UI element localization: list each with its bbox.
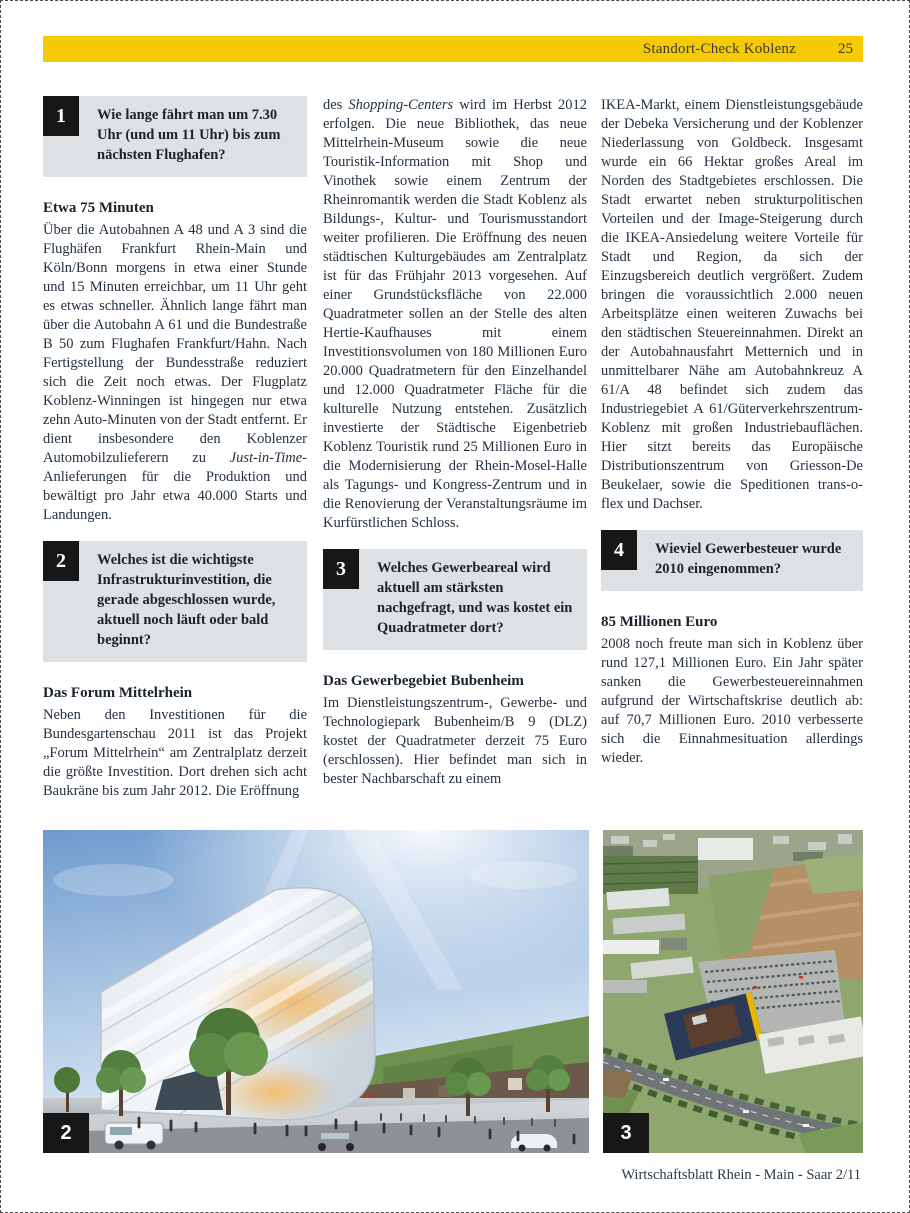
question-text-4: Wieviel Gewerbesteuer wurde 2010 eingenommen? [655,541,842,577]
answer-heading-gewerbesteuer: 85 Millionen Euro [601,614,718,630]
footer-imprint: Wirtschaftsblatt Rhein - Main - Saar 2/11 [621,1167,861,1183]
spacer [43,662,307,684]
aerial-illustration [603,830,863,1153]
answer-paragraph-airport [43,221,307,525]
question-text-3: Welches Gewerbeareal wird aktuell am stärksten nachgefragt, und was kostet ein Quadratmeter dort? [377,560,573,636]
zentralplatz-rest: wird im Herbst 2012 erfolgen. Die neue Bibliothek, das neue Mittelrhein-Museum sowie die neue Touristik-Information mit Shop und Vinothek sowie einem Zentrum der Rheinromantik werden die Stadt Koblenz als Bildungs-, Kultur- und Tourismusstandort weiter profilieren. Die Eröffnung des neuen städtischen Kulturgebäudes am Zentralplatz ist für das Frühjahr 2013 vorgesehen. Auf einer Grundstücksfläche von 22.000 Quadratmeter sollen an der Stelle des alten Hertie-Kaufhauses mit einem Investitionsvolumen von 180 Millionen Euro 20.000 Quadratmetern für den Einzelhandel und 12.000 Quadratmeter Fläche für die kulturelle Nutzung entstehen. Zusätzlich investierte der Städtische Eigenbetrieb Koblenz Touristik rund 25 Millionen Euro in die Modernisierung der Rhein-Mosel-Halle als Tagungs- und Kongress-Zentrum und in die Renovierung der Veranstaltungsräume im Kurfürstlichen Schloss. [323,97,587,531]
answer-heading-bubenheim: Das Gewerbegebiet Bubenheim [323,673,524,689]
question-box-2 [43,541,307,662]
answer-paragraph-forum: Neben den Investitionen für die Bundesgartenschau 2011 ist das Projekt „Forum Mittelrhein“ am Zentralplatz derzeit die größte Investition. Dort drehen sich acht Baukräne bis zum Jahr 2012. Die Eröffnung [43,707,307,799]
question-text-2: Welches ist die wichtigste Infrastrukturinvestition, die gerade abgeschlossen wurde, aktuell noch läuft oder bald beginnt? [97,552,276,648]
header-title: Standort-Check Koblenz [642,40,796,57]
airport-text-italic: Just-in-Time [229,450,303,466]
question-number-3: 3 [323,549,359,589]
photo-label-2: 2 [43,1113,89,1153]
question-text-1: Wie lange fährt man um 7.30 Uhr (und um 11 Uhr) bis zum nächsten Flughafen? [97,107,281,163]
column-1 [43,96,307,801]
photo-forum-mittelrhein-rendering [43,830,589,1153]
answer-heading-forum: Das Forum Mittelrhein [43,685,193,701]
answer-heading-airport: Etwa 75 Minuten [43,200,154,216]
paragraph-ikea-areal: IKEA-Markt, einem Dienstleistungsgebäude der Debeka Versicherung und der Koblenzer Niederlassung von Goldbeck. Insgesamt wurde ein 66 Hektar großes Areal im Norden des Stadtgebietes erschlossen. Die Stadt erwartet neben strukturpolitischen Vorteilen und der Image-Steigerung durch die IKEA-Ansiedelung weitere Vorteile für Stadt und Region, da sich der Einzugsbereich deutlich vergrößert. Zudem bringen die voraussichtlich 2.000 neuen Arbeitsplätze einen weiteren Zuwachs bei den städtischen Steuereinnahmen. Direkt an der Autobahnausfahrt Metternich und in unmittelbarer Nähe am Autobahnkreuz A 61/A 48 befindet sich zudem das Industriegebiet A 61/Güterverkehrszentrum-Koblenz mit großen Industriebauflächen. Hier sitzt bereits das Europäische Distributionszentrum von Griesson-De Beukelaer, sowie die Speditionen trans-o-flex und Dachser. [601,97,863,512]
spacer [601,514,863,530]
photo-label-3: 3 [603,1113,649,1153]
question-box-3 [323,549,587,650]
spacer [601,591,863,613]
spacer [323,650,587,672]
spacer [43,525,307,541]
zentralplatz-lead: des [323,97,349,113]
spacer [323,533,587,549]
page-number: 25 [838,40,853,57]
airport-text-1: Über die Autobahnen A 48 und A 3 sind die Flughäfen Frankfurt Rhein-Main und Köln/Bonn morgens in etwa einer Stunde und 15 Minuten erreichbar, um 11 Uhr geht es etwas schneller. Ähnlich lange fährt man über die Autobahn A 61 und die Bundestraße B 50 zum Flughafen Frankfurt/Hahn. Nach Fertigstellung der Bundesstraße reduziert sich die Zeit noch etwas. Der Flugplatz Koblenz-Winningen ist hingegen nur etwa zehn Auto-Minuten von der Stadt entfernt. Er dient insbesondere den Koblenzer Automobilzulieferern zu [43,222,307,466]
zentralplatz-italic: Shopping-Centers [348,97,454,113]
airport-text-2: -Anlieferungen für die Produktion und bewältigt pro Jahr etwa 40.000 Starts und Landungen. [43,450,307,523]
question-box-1 [43,96,307,177]
forum-rendering-illustration [43,830,589,1153]
photo-aerial-gewerbegebiet [603,830,863,1153]
spacer [43,177,307,199]
question-number-4: 4 [601,530,637,570]
column-2 [323,96,587,789]
answer-paragraph-gewerbesteuer: 2008 noch freute man sich in Koblenz über rund 127,1 Millionen Euro. Ein Jahr später sanken die Gewerbesteuereinnahmen aufgrund der Wirtschaftskrise deutlich ab: auf 70,7 Millionen Euro. 2010 verbesserte sich die Einnahmesituation allerdings wieder. [601,636,863,766]
question-number-2: 2 [43,541,79,581]
page-header-bar [43,36,863,62]
question-number-1: 1 [43,96,79,136]
column-3 [601,96,863,768]
answer-paragraph-bubenheim: Im Dienstleistungszentrum-, Gewerbe- und Technologiepark Bubenheim/B 9 (DLZ) kostet der Quadratmeter derzeit 75 Euro (erschlossen). Hier befindet man sich in bester Nachbarschaft zu einem [323,695,587,787]
question-box-4 [601,530,863,591]
paragraph-zentralplatz [323,96,587,533]
